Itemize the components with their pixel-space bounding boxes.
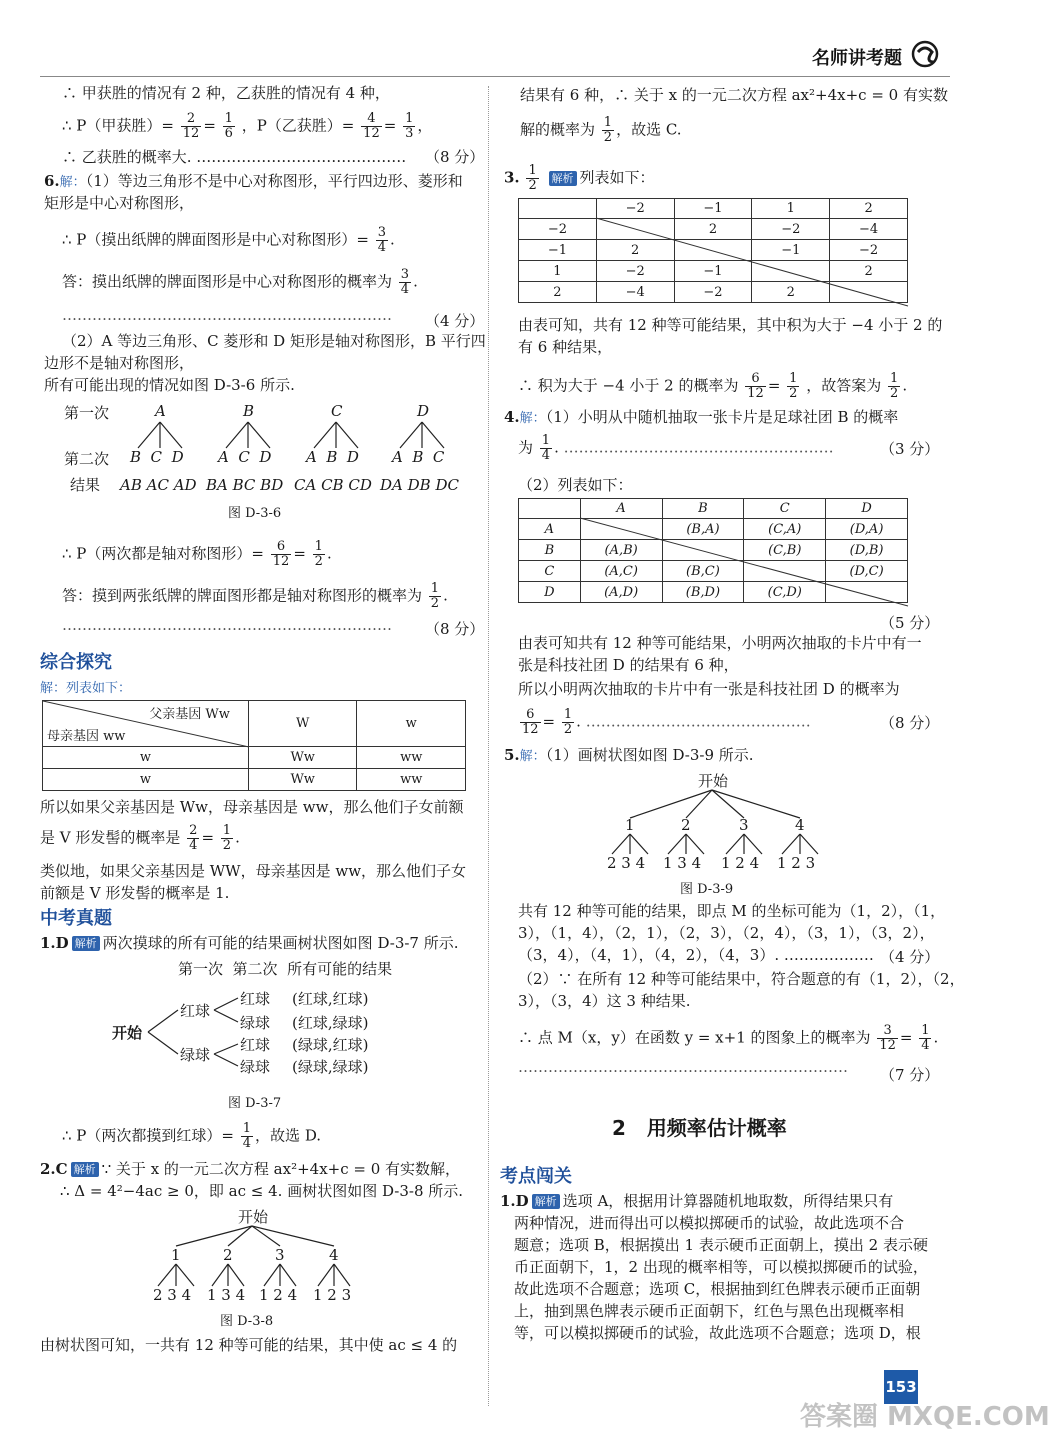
solution-label: 解： — [519, 411, 546, 426]
text-line — [40, 676, 131, 700]
tree-diagram-d37 — [110, 958, 450, 1118]
fraction: $\frac{1}{4}$ — [242, 1121, 252, 1151]
text-line: ∴ 甲获胜的情况有 2 种，乙获胜的情况有 4 种， — [62, 84, 390, 102]
tree-result: CA CB CD — [294, 476, 372, 494]
question-number: 4. — [504, 408, 520, 426]
table-diagonal — [518, 218, 908, 308]
text: ∵ 关于 x 的一元二次方程 ax²+4x+c = 0 有实数解， — [101, 1160, 461, 1178]
text: ∴ 积为大于 −4 小于 2 的概率为 — [518, 376, 739, 395]
tree-root: 开始 — [698, 772, 729, 790]
score-label: （8 分） — [425, 620, 485, 638]
column-header: C — [744, 499, 826, 519]
table-cell: −2 — [596, 261, 674, 282]
text-line: 题意；选项 B，根据摸出 1 表示硬币正面朝上，摸出 2 表示硬 — [514, 1236, 928, 1254]
tree-diagram-d36 — [60, 402, 480, 532]
table-cell: w — [43, 747, 249, 769]
column-header: D — [826, 499, 908, 519]
tree-node: D — [417, 402, 430, 420]
prob-line: 为 $\frac{1}{4}$ . ……………………………………………… — [518, 433, 834, 463]
column-header: W — [248, 701, 357, 747]
text: ∴ P（摸出纸牌的牌面图形是中心对称图形）= — [62, 230, 369, 249]
column-header: −1 — [674, 199, 752, 219]
tree-node: 1 — [171, 1246, 181, 1264]
table-cell: Ww — [248, 769, 357, 791]
table-cell: (D,C) — [826, 561, 908, 582]
tree-result: (红球,绿球) — [292, 1014, 369, 1032]
tree-node: 1 2 4 — [259, 1286, 298, 1304]
tree-node: 3 — [275, 1246, 285, 1264]
table-cell: (B,C) — [662, 561, 744, 582]
row-header: D — [519, 582, 581, 603]
watermark: 答案圈 MXQE.COM — [800, 1402, 1050, 1432]
fraction: $\frac{4}{12}$ — [363, 111, 380, 141]
tree-node: 红球 — [240, 1036, 271, 1054]
score-label: （4 分） — [425, 312, 485, 330]
table-cell: (A,B) — [580, 540, 662, 561]
section-heading: 综合探究 — [40, 652, 112, 673]
table-cell: −2 — [674, 282, 752, 303]
column-divider — [488, 86, 489, 1406]
tree-root: 开始 — [112, 1024, 143, 1042]
corner-cell — [519, 199, 597, 219]
table-cell: 2 — [752, 282, 830, 303]
score-label: （8 分） — [425, 148, 485, 166]
prob-line: ∴ P（两次都是轴对称图形）= $\frac{6}{12}$ = $\frac{1}{2}$ . — [62, 539, 332, 569]
prob-line: ∴ P（甲获胜）= $\frac{2}{12}$ = $\frac{1}{6}$ ，P（乙获胜）= $\frac{4}{12}$ = $\frac{1}{3}$ ， — [62, 111, 433, 141]
text-line: 所以如果父亲基因是 Ww，母亲基因是 ww，那么他们子女前额 — [40, 798, 464, 816]
s1-line — [500, 1190, 893, 1212]
header-rule — [40, 76, 950, 77]
solution-label: 解： — [519, 749, 546, 764]
fraction: $\frac{2}{4}$ — [189, 823, 198, 853]
header-label: 母亲基因 ww — [47, 729, 126, 744]
analysis-tag: 解析 — [72, 936, 100, 951]
section-heading: 考点闯关 — [500, 1166, 572, 1187]
text-line: 故此选项不合题意；选项 C，根据抽到红色牌表示硬币正面朝 — [514, 1280, 921, 1298]
figure-caption: 图 D-3-6 — [228, 506, 282, 521]
tree-node: 1 2 3 — [777, 854, 816, 872]
dots: ……………………………………… — [585, 712, 811, 731]
prob-line — [62, 1122, 321, 1151]
table-cell: (C,A) — [744, 519, 826, 540]
text-line: 所以小明两次抽取的卡片中有一张是科技社团 D 的概率为 — [518, 680, 900, 698]
table-cell: w — [43, 769, 249, 791]
q5-line — [504, 744, 754, 768]
text: 解的概率为 — [520, 120, 596, 139]
tree-diagram-d38 — [140, 1206, 380, 1330]
text-line: （2）∵ 在所有 12 种等可能结果中，符合题意的有（1，2），（2， — [518, 970, 965, 988]
row-header: −2 — [519, 219, 597, 240]
tree-result: DA DB DC — [380, 476, 459, 494]
text: 两次摸球的所有可能的结果画树状图如图 D-3-7 所示. — [102, 934, 459, 952]
tree-node: 2 3 4 — [607, 854, 646, 872]
table-diagonal — [518, 518, 908, 608]
text: 为 — [518, 438, 534, 457]
text-line: 有 6 种结果， — [518, 338, 613, 356]
tree-node: C — [331, 402, 343, 420]
tree-node: A B D — [306, 448, 359, 466]
corner-cell — [519, 499, 581, 519]
tree-node: 绿球 — [240, 1014, 271, 1032]
corner-cell — [43, 701, 249, 747]
text-line: 边形不是轴对称图形， — [44, 354, 195, 372]
analysis-tag: 解析 — [71, 1162, 99, 1177]
text: 列表如下： — [579, 168, 655, 187]
fraction: $\frac{1}{2}$ — [563, 707, 573, 737]
score-label: （5 分） — [880, 614, 940, 632]
tree-node: 1 2 3 — [313, 1286, 352, 1304]
table-cell: −1 — [674, 261, 752, 282]
solution-label: 解： — [59, 175, 86, 190]
q2-line — [40, 1158, 460, 1180]
figure-caption: 图 D-3-7 — [228, 1096, 282, 1111]
tree-node: 绿球 — [240, 1058, 271, 1076]
text-line: 上，抽到黑色牌表示硬币正面朝下，红色与黑色出现概率相 — [514, 1302, 905, 1320]
text: 是 V 形发髻的概率是 — [40, 828, 181, 847]
tree-node: 1 3 4 — [663, 854, 702, 872]
row-header: A — [519, 519, 581, 540]
text-line: 3），（1，4），（2，1），（2，3），（2，4），（3，1），（3，2）， — [518, 924, 935, 942]
section-title — [612, 1112, 787, 1141]
text-line: 由表可知，共有 12 种等可能结果，其中积为大于 −4 小于 2 的 — [518, 316, 943, 334]
text-line: 币正面朝下，1，2 出现的概率相等，可以模拟掷硬币的试验， — [514, 1258, 928, 1276]
fraction: $\frac{1}{2}$ — [528, 163, 537, 193]
fraction: $\frac{1}{4}$ — [921, 1023, 930, 1053]
text: 答：摸到两张纸牌的牌面图形都是轴对称图形的概率为 — [62, 586, 423, 605]
text: ，P（乙获胜）= — [241, 116, 355, 135]
figure-caption: 图 D-3-9 — [680, 882, 734, 897]
tree-node: 4 — [329, 1246, 339, 1264]
score-label: （7 分） — [880, 1066, 940, 1084]
header-title: 名师讲考题 — [812, 48, 902, 69]
analysis-tag: 解析 — [549, 171, 577, 186]
fraction: $\frac{1}{2}$ — [890, 371, 899, 401]
section-number: 2 — [612, 1116, 626, 1140]
tree-result: (绿球,绿球) — [292, 1058, 369, 1076]
fraction: $\frac{1}{2}$ — [603, 115, 613, 145]
table-cell: (A,D) — [580, 582, 662, 603]
table-cell: 2 — [830, 261, 908, 282]
column-header: 1 — [752, 199, 830, 219]
q4-line — [504, 406, 898, 430]
dots: ………………………………………………………… — [62, 306, 392, 324]
text: ，故选 D. — [255, 1126, 322, 1145]
prob-line: 是 V 形发髻的概率是 $\frac{2}{4}$ = $\frac{1}{2}$ . — [40, 823, 240, 853]
tree-node: 2 3 4 — [153, 1286, 192, 1304]
fraction: $\frac{1}{2}$ — [430, 581, 440, 611]
score-label: （3 分） — [880, 440, 940, 458]
table-cell: −1 — [752, 240, 830, 261]
page-number-badge: 153 — [884, 1370, 918, 1404]
tree-node: 3 — [739, 816, 749, 834]
text-line: 由表可知共有 12 种等可能结果，小明两次抽取的卡片中有一 — [518, 634, 922, 652]
text-line: （2）列表如下： — [518, 476, 633, 494]
analysis-tag: 解析 — [532, 1194, 560, 1209]
text: 答：摸出纸牌的牌面图形是中心对称图形的概率为 — [62, 272, 393, 291]
prob-line: ∴ 点 M（x，y）在函数 y = x+1 的图象上的概率为 $\frac{3}{12}$ = $\frac{1}{4}$ . — [518, 1023, 939, 1053]
tree-node: 2 — [223, 1246, 233, 1264]
tree-node: A C D — [218, 448, 272, 466]
tree-header: 第一次 第二次 所有可能的结果 — [178, 960, 393, 978]
table-cell: (A,C) — [580, 561, 662, 582]
answer-line: 答：摸出纸牌的牌面图形是中心对称图形的概率为 $\frac{3}{4}$ . — [62, 267, 418, 297]
text-line: 两种情况，进而得出可以模拟掷硬币的试验，故此选项不合 — [514, 1214, 905, 1232]
tree-node: A — [155, 402, 166, 420]
figure-caption: 图 D-3-8 — [220, 1314, 274, 1329]
prob-line: $\frac{6}{12}$ = $\frac{1}{2}$ . ……………………………………… — [522, 707, 811, 737]
question-number: 2.C — [40, 1160, 68, 1178]
table-cell: −4 — [596, 282, 674, 303]
tree-node: B C D — [130, 448, 184, 466]
text-line: 类似地，如果父亲基因是 WW，母亲基因是 ww，那么他们子女 — [40, 862, 467, 880]
tree-node: 红球 — [240, 990, 271, 1008]
question-number: 1.D — [40, 934, 69, 952]
prob-line: ∴ P（摸出纸牌的牌面图形是中心对称图形）= $\frac{3}{4}$ . — [62, 225, 395, 255]
row-header: 2 — [519, 282, 597, 303]
text: 选项 A，根据用计算器随机地取数，所得结果只有 — [562, 1192, 894, 1210]
q6-line — [44, 170, 463, 194]
fraction: $\frac{1}{6}$ — [224, 111, 233, 141]
q3-line — [504, 164, 655, 193]
q1-line — [40, 932, 459, 954]
tree-node: 1 2 4 — [721, 854, 760, 872]
tree-node: 1 3 4 — [207, 1286, 246, 1304]
row-header: C — [519, 561, 581, 582]
dots: ……………………………………………… — [563, 438, 834, 457]
text: （1）画树状图如图 D-3-9 所示. — [545, 746, 754, 764]
row-label: 结果 — [70, 476, 101, 494]
fraction: $\frac{1}{2}$ — [314, 539, 323, 569]
text: （1）小明从中随机抽取一张卡片是足球社团 B 的概率 — [545, 408, 899, 426]
fraction: $\frac{3}{4}$ — [377, 225, 387, 255]
text-line: 共有 12 种等可能的结果，即点 M 的坐标可能为（1，2），（1， — [518, 902, 946, 920]
row-label: 第一次 — [64, 404, 110, 422]
question-number: 3. — [504, 168, 520, 187]
column-header: w — [357, 701, 466, 747]
text-line: ∴ Δ = 4²−4ac ≥ 0，即 ac ≤ 4. 画树状图如图 D-3-8 所示. — [60, 1182, 464, 1200]
row-header: 1 — [519, 261, 597, 282]
fraction: $\frac{3}{12}$ — [879, 1023, 896, 1053]
text: ∴ P（两次都是轴对称图形）= — [62, 544, 264, 563]
row-label: 第二次 — [64, 450, 110, 468]
text-line: 由树状图可知，一共有 12 种等可能的结果，其中使 ac ≤ 4 的 — [40, 1336, 458, 1354]
row-header: B — [519, 540, 581, 561]
column-header: −2 — [596, 199, 674, 219]
dots: ………………………………………………………… — [62, 616, 392, 634]
text: ，故答案为 — [806, 376, 882, 395]
fraction: $\frac{3}{4}$ — [400, 267, 410, 297]
tree-result: (绿球,红球) — [292, 1036, 369, 1054]
tree-result: AB AC AD — [120, 476, 197, 494]
dots: ………………………………………………………… — [518, 1058, 848, 1076]
table-cell: (B,D) — [662, 582, 744, 603]
table-cell: −4 — [830, 219, 908, 240]
tree-node: B — [243, 402, 255, 420]
column-header: 2 — [830, 199, 908, 219]
table-cell: (B,A) — [662, 519, 744, 540]
column-header: A — [580, 499, 662, 519]
tree-result: BA BC BD — [206, 476, 284, 494]
header-label: 父亲基因 Ww — [149, 707, 230, 722]
table-cell: 2 — [674, 219, 752, 240]
table-cell: (C,D) — [744, 582, 826, 603]
fraction: $\frac{6}{12}$ — [747, 371, 764, 401]
text-line: 前额是 V 形发髻的概率是 1. — [40, 884, 230, 902]
table-cell: ww — [357, 769, 466, 791]
text-line: 所有可能出现的情况如图 D-3-6 所示. — [44, 376, 295, 394]
section-heading: 中考真题 — [40, 908, 112, 929]
fraction: $\frac{1}{4}$ — [541, 433, 551, 463]
column-header: B — [662, 499, 744, 519]
tree-diagram-d39 — [600, 770, 840, 898]
fraction: $\frac{6}{12}$ — [272, 539, 290, 569]
text: ∴ P（甲获胜）= — [62, 116, 174, 135]
table-cell: (D,A) — [826, 519, 908, 540]
text-line: 张是科技社团 D 的结果有 6 种， — [518, 656, 739, 674]
score-label: （4 分） — [880, 948, 940, 966]
text-line: 3），（3，4）这 3 种结果. — [518, 992, 691, 1010]
question-number: 6. — [44, 172, 60, 190]
table-cell: (D,B) — [826, 540, 908, 561]
tree-node: 绿球 — [180, 1046, 211, 1064]
text-line: （2）A 等边三角形、C 菱形和 D 矩形是轴对称图形，B 平行四 — [62, 332, 486, 350]
text: ∴ 点 M（x，y）在函数 y = x+1 的图象上的概率为 — [518, 1028, 871, 1047]
tree-node: 红球 — [180, 1002, 211, 1020]
table-cell: −2 — [830, 240, 908, 261]
tree-node: 4 — [795, 816, 805, 834]
tree-root: 开始 — [238, 1208, 269, 1226]
text-line: ∴ 乙获胜的概率大. …………………………………… — [62, 148, 407, 166]
question-number: 5. — [504, 746, 520, 764]
text: ∴ P（两次都摸到红球）= — [62, 1126, 234, 1145]
table-cell: (C,B) — [744, 540, 826, 561]
text-line: 结果有 6 种，∴ 关于 x 的一元二次方程 ax²+4x+c = 0 有实数 — [520, 86, 948, 104]
solution-label: 解：列表如下： — [40, 681, 132, 696]
text: （1）等边三角形不是中心对称图形，平行四边形、菱形和 — [85, 172, 463, 190]
text: ，故选 C. — [616, 120, 682, 139]
table-cell: −2 — [752, 219, 830, 240]
fraction: $\frac{1}{2}$ — [222, 823, 232, 853]
fraction: $\frac{1}{3}$ — [405, 111, 414, 141]
tree-node: 1 — [625, 816, 635, 834]
tree-node: A B C — [392, 448, 445, 466]
text-line: （3，4），（4，1），（4，2），（4，3）. ……………… — [518, 946, 874, 964]
tree-node: 2 — [681, 816, 691, 834]
text-line: 矩形是中心对称图形， — [44, 194, 195, 212]
answer-line: 答：摸到两张纸牌的牌面图形都是轴对称图形的概率为 $\frac{1}{2}$ . — [62, 581, 448, 611]
fraction: $\frac{6}{12}$ — [522, 707, 539, 737]
table-cell: ww — [357, 747, 466, 769]
prob-line: ∴ 积为大于 −4 小于 2 的概率为 $\frac{6}{12}$ = $\frac{1}{2}$ ，故答案为 $\frac{1}{2}$ . — [518, 371, 908, 401]
score-label: （8 分） — [880, 714, 940, 732]
prob-line — [520, 116, 682, 145]
text-line: 等，可以模拟掷硬币的试验，故此选项不合题意；选项 D，根 — [514, 1324, 921, 1342]
table-cell: 2 — [596, 240, 674, 261]
fraction: $\frac{2}{12}$ — [182, 111, 200, 141]
fraction: $\frac{1}{2}$ — [789, 371, 798, 401]
tree-result: (红球,红球) — [292, 990, 369, 1008]
row-header: −1 — [519, 240, 597, 261]
question-number: 1.D — [500, 1192, 529, 1210]
gene-table — [42, 700, 466, 791]
section-title-text: 用频率估计概率 — [646, 1116, 787, 1140]
table-cell: Ww — [248, 747, 357, 769]
logo-icon — [910, 40, 940, 68]
